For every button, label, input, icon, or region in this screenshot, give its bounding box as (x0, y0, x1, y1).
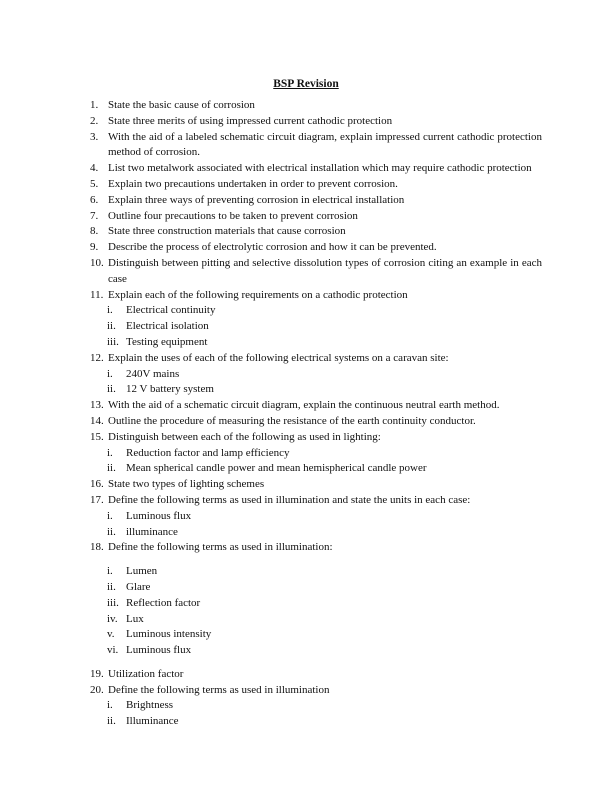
sub-item-text: 12 V battery system (126, 383, 214, 396)
question-number: 12. (90, 351, 104, 364)
sub-item (90, 319, 542, 335)
question-text: Outline the procedure of measuring the resistance of the earth continuity conductor. (108, 414, 476, 427)
sub-item (90, 643, 542, 659)
question-text: Distinguish between pitting and selective dissolution types of corrosion citing an example in each case (108, 256, 542, 285)
sub-item-numeral: ii. (107, 383, 116, 396)
sub-item (90, 564, 542, 580)
sub-item-numeral: i. (107, 509, 113, 522)
question-text: Explain the uses of each of the following electrical systems on a caravan site: (108, 351, 449, 364)
question-number: 6. (90, 193, 99, 206)
sub-item-numeral: iv. (107, 612, 118, 625)
sub-item-numeral: iii. (107, 596, 119, 609)
sub-item-numeral: vi. (107, 644, 119, 657)
page-title: BSP Revision (273, 78, 339, 90)
sub-item-numeral: i. (107, 367, 113, 380)
sub-item (90, 627, 542, 643)
sub-item-text: Reduction factor and lamp efficiency (126, 446, 290, 459)
sub-item-text: Lux (126, 612, 144, 625)
question-text: With the aid of a labeled schematic circuit diagram, explain impressed current cathodic protection method of corrosion. (108, 130, 542, 159)
question-item (90, 98, 542, 114)
question-number: 7. (90, 209, 99, 222)
sub-item (90, 580, 542, 596)
question-text: Define the following terms as used in illumination and state the units in each case: (108, 493, 471, 506)
question-text: Define the following terms as used in illumination: (108, 541, 333, 554)
question-number: 16. (90, 478, 104, 491)
question-item (90, 114, 542, 130)
question-number: 20. (90, 683, 104, 696)
sub-item (90, 461, 542, 477)
sub-item-numeral: ii. (107, 462, 116, 475)
question-item (90, 240, 542, 256)
question-number: 17. (90, 493, 104, 506)
question-number: 5. (90, 177, 99, 190)
question-item (90, 288, 542, 304)
question-text: Describe the process of electrolytic corrosion and how it can be prevented. (108, 241, 437, 254)
sub-item-text: Electrical continuity (126, 304, 216, 317)
question-item (90, 430, 542, 446)
question-number: 14. (90, 414, 104, 427)
question-item (90, 667, 542, 683)
question-number: 1. (90, 99, 99, 111)
question-number: 11. (90, 288, 104, 301)
sub-item-numeral: ii. (107, 580, 116, 593)
sub-item-numeral: v. (107, 628, 115, 641)
sub-item (90, 303, 542, 319)
question-number: 9. (90, 241, 99, 254)
question-item (90, 256, 542, 288)
question-text: State two types of lighting schemes (108, 478, 265, 491)
sub-item (90, 714, 542, 730)
sub-item (90, 335, 542, 351)
question-number: 19. (90, 667, 104, 680)
question-item (90, 193, 542, 209)
sub-item-numeral: ii. (107, 320, 116, 333)
question-item (90, 540, 542, 556)
question-text: State three construction materials that cause corrosion (108, 225, 346, 238)
question-item (90, 398, 542, 414)
sub-item-numeral: iii. (107, 335, 119, 348)
question-text: Utilization factor (108, 667, 184, 680)
question-text: State three merits of using impressed current cathodic protection (108, 114, 393, 127)
question-text: Explain three ways of preventing corrosion in electrical installation (108, 193, 405, 206)
sub-item-text: Luminous intensity (126, 628, 212, 641)
question-item (90, 177, 542, 193)
sub-item (90, 698, 542, 714)
question-text: State the basic cause of corrosion (108, 99, 255, 111)
sub-item-text: illuminance (126, 525, 178, 538)
question-item (90, 130, 542, 162)
question-item (90, 683, 542, 699)
spacer (90, 556, 542, 564)
sub-item-numeral: i. (107, 446, 113, 459)
question-text: Define the following terms as used in illumination (108, 683, 330, 696)
question-number: 2. (90, 114, 99, 127)
question-item (90, 209, 542, 225)
sub-item-text: Luminous flux (126, 644, 192, 657)
question-text: With the aid of a schematic circuit diagram, explain the continuous neutral earth method. (108, 399, 500, 412)
question-item (90, 477, 542, 493)
sub-item (90, 525, 542, 541)
sub-item-text: Illuminance (126, 715, 179, 728)
question-text: Distinguish between each of the following as used in lighting: (108, 430, 381, 443)
sub-item-text: Luminous flux (126, 509, 192, 522)
question-list (90, 98, 542, 730)
question-number: 3. (90, 130, 99, 143)
question-number: 4. (90, 162, 99, 175)
question-item (90, 351, 542, 367)
question-number: 13. (90, 399, 104, 412)
question-text: Explain each of the following requirements on a cathodic protection (108, 288, 408, 301)
question-number: 18. (90, 541, 104, 554)
sub-item-numeral: i. (107, 304, 113, 317)
sub-item-text: Testing equipment (126, 335, 208, 348)
sub-item (90, 446, 542, 462)
sub-item-text: Brightness (126, 699, 174, 712)
question-item (90, 414, 542, 430)
sub-item-text: Lumen (126, 565, 158, 578)
sub-item-numeral: i. (107, 699, 113, 712)
sub-item-numeral: ii. (107, 715, 116, 728)
question-text: Outline four precautions to be taken to prevent corrosion (108, 209, 358, 222)
sub-item-text: 240V mains (126, 367, 180, 380)
sub-item-numeral: ii. (107, 525, 116, 538)
question-text: List two metalwork associated with electrical installation which may require cathodic protection (108, 162, 532, 175)
sub-item-text: Electrical isolation (126, 320, 209, 333)
question-text: Explain two precautions undertaken in order to prevent corrosion. (108, 177, 398, 190)
sub-item (90, 382, 542, 398)
question-number: 10. (90, 256, 104, 269)
sub-item (90, 596, 542, 612)
question-item (90, 224, 542, 240)
sub-item-numeral: i. (107, 565, 113, 578)
sub-item-text: Reflection factor (126, 596, 201, 609)
question-item (90, 493, 542, 509)
sub-item-text: Mean spherical candle power and mean hemispherical candle power (126, 462, 427, 475)
sub-item (90, 367, 542, 383)
question-number: 8. (90, 225, 99, 238)
question-item (90, 161, 542, 177)
sub-item (90, 509, 542, 525)
question-number: 15. (90, 430, 104, 443)
sub-item-text: Glare (126, 580, 151, 593)
spacer (90, 659, 542, 667)
sub-item (90, 612, 542, 628)
